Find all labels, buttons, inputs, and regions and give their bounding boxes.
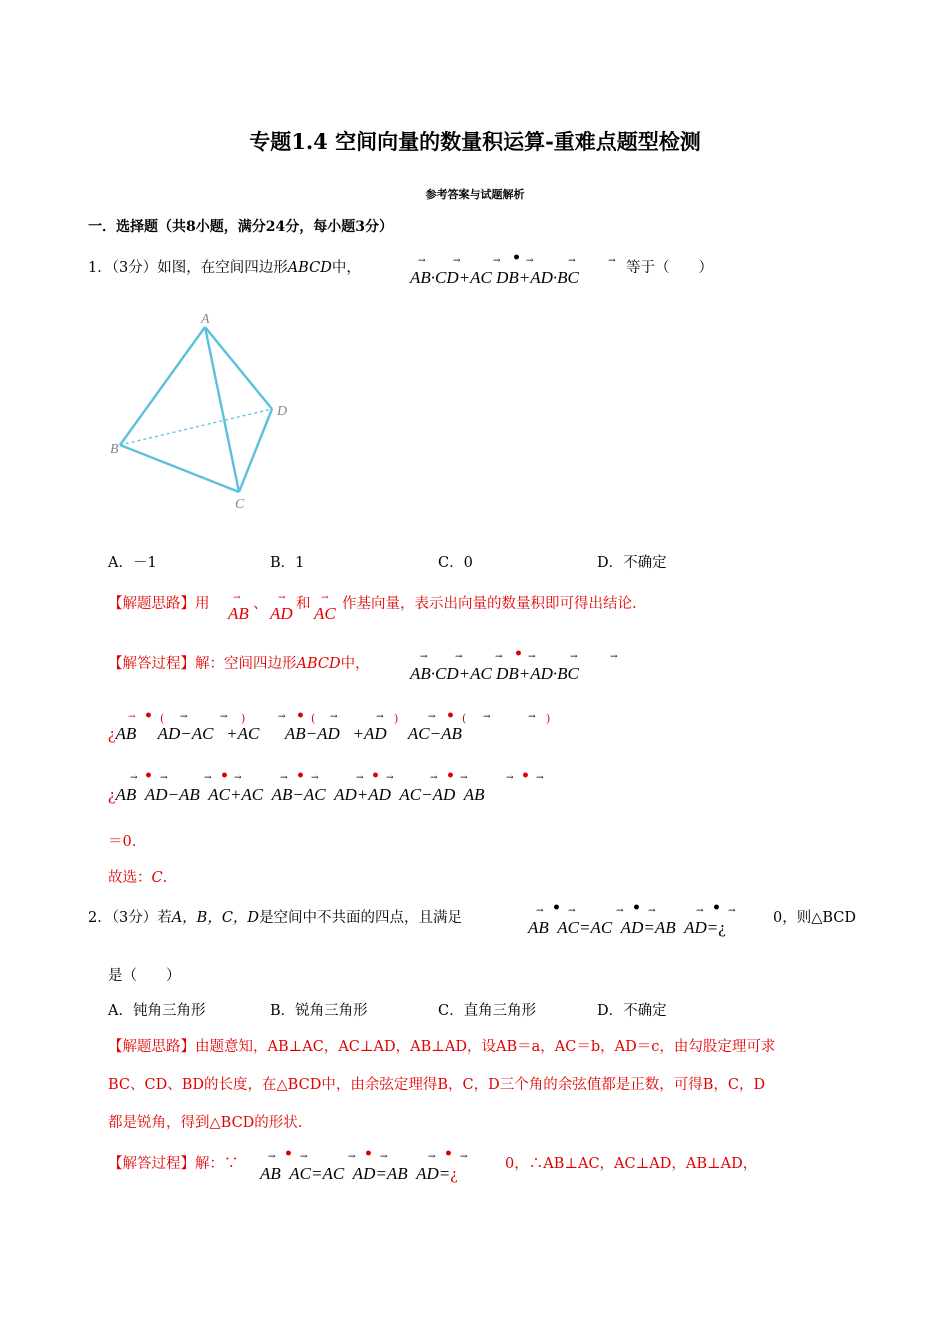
q1-hint-and: 和 [296,596,311,612]
q1-hint-tag: 【解题思路】 [108,596,195,612]
q1-quad-name: ABCD [287,260,332,276]
edge-bc [120,445,239,492]
q2-prefix: 2．（3分）若 [88,910,172,926]
q2-stem-line2: 是（ ） [108,968,181,984]
q2-mid: 是空间中不共面的四点，且满足 [259,910,463,926]
edge-dc [239,409,272,492]
edge-ac [205,327,239,492]
q1-result: ＝0. [108,834,137,850]
q1-option-b[interactable]: B．1 [270,555,305,571]
q1-prefix: 1．（3分）如图，在空间四边形 [88,260,288,276]
q2-process [108,1152,239,1173]
q1-option-c[interactable]: C．0 [438,555,473,571]
q1-hint-vec-ab: AB [228,604,249,623]
page-title: 专题1.4 空间向量的数量积运算-重难点题型检测 [249,129,701,154]
label-d: D [277,404,288,419]
q2-hint-line1 [108,1035,775,1056]
q2-hint-tag: 【解题思路】 [108,1039,195,1055]
q2-expression: AB AC=AC AD=AB AD=¿ [528,918,726,937]
q1-hint-vec-ad: AD [270,604,293,623]
q2-hint-l1: 由题意知，AB⊥AC，AC⊥AD，AB⊥AD，设AB＝a，AC＝b，AD＝c，由勾股定理可求 [195,1039,776,1055]
q2-process-expression: AB AC=AC AD=AB AD=¿ [260,1164,458,1183]
q2-option-d[interactable]: D．不确定 [597,1003,667,1019]
q1-hint-part: 用 [195,596,210,612]
q1-process-mid: 中， [340,656,370,672]
q1-process-line2: ¿AB AD−AC +AC AB−AD +AD AC−AB [108,724,462,743]
q1-hint-vec-ac: AC [314,604,336,623]
q2-option-c[interactable]: C．直角三角形 [438,1003,537,1019]
label-a: A [201,312,210,327]
q2-process-intro: 解：∵ [195,1156,239,1172]
q1-process-line1: AB·CD+AC DB+AD·BC [410,664,579,683]
q1-answer-label: 故选： [108,870,152,886]
q2-process-end: 0，∴AB⊥AC，AC⊥AD，AB⊥AD， [505,1156,758,1172]
q2-suffix: 0，则△BCD [773,910,857,926]
q2-option-a[interactable]: A．钝角三角形 [108,1003,206,1019]
section-heading: 一．选择题（共8小题，满分24分，每小题3分） [88,219,393,235]
q1-hint [108,592,210,613]
q1-hint-sep: 、 [253,596,268,612]
q1-answer-end: . [162,870,168,886]
q1-process-intro: 解：空间四边形 [195,656,297,672]
q2-hint-line2: BC、CD、BD的长度，在△BCD中，由余弦定理得B，C，D三个角的余弦值都是正数，可得B，C，D [108,1077,766,1093]
q1-expression: AB·CD+AC DB+AD·BC [410,268,579,287]
q2-option-b[interactable]: B．锐角三角形 [270,1003,368,1019]
q2-hint-line3: 都是锐角，得到△BCD的形状. [108,1115,303,1131]
q1-answer-value: C [151,870,163,886]
q1-hint-end: 作基向量，表示出向量的数量积即可得出结论. [342,596,637,612]
q2-stem [88,906,462,927]
label-b: B [110,442,119,457]
page-subtitle: 参考答案与试题解析 [425,188,525,201]
q1-option-d[interactable]: D．不确定 [597,555,667,571]
q1-process [108,652,370,673]
edge-ad [205,327,272,409]
q1-mid: 中， [331,260,361,276]
q2-points: A，B，C，D [171,910,260,926]
q1-process-line3: ¿AB AD−AB AC+AC AB−AC AD+AD AC−AD AB [108,785,485,804]
q1-option-a[interactable]: A．－1 [108,555,157,571]
q1-process-tag: 【解答过程】 [108,656,195,672]
q1-process-name: ABCD [296,656,341,672]
q1-stem [88,256,361,277]
q1-suffix: 等于（ ） [626,260,713,276]
label-c: C [235,497,245,512]
q1-answer [108,866,167,887]
q2-process-tag: 【解答过程】 [108,1156,195,1172]
tetrahedron-figure [105,305,295,515]
